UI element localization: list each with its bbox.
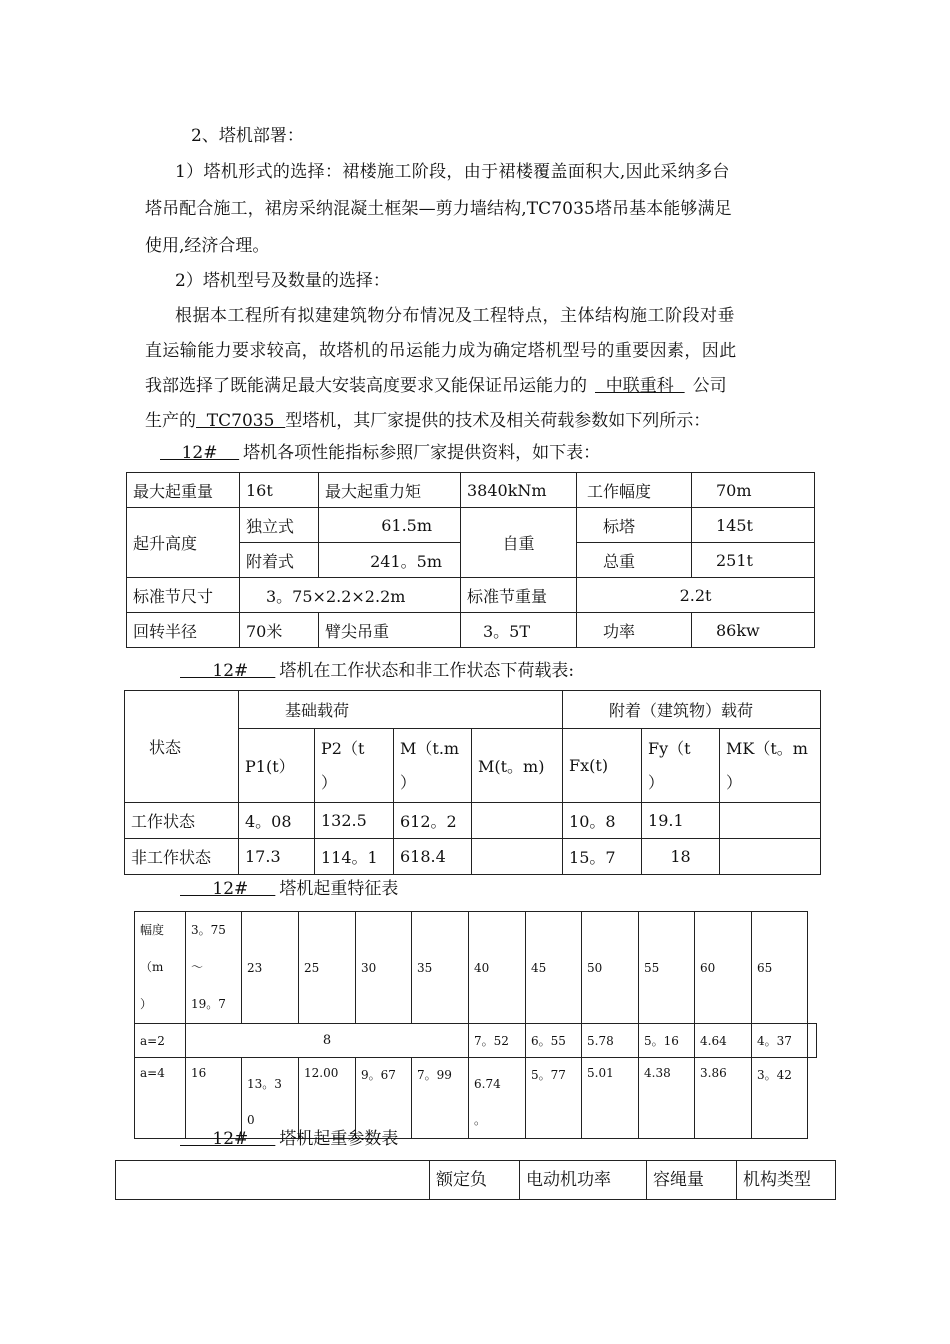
caption-spec-num: 12# [160,443,240,463]
col-p1: P1(t） [239,729,315,803]
col-fx: Fx(t) [563,729,642,803]
param-rope-capacity: 容绳量 [647,1161,737,1200]
range-35: 35 [412,912,469,1024]
range-30: 30 [356,912,412,1024]
row-p2: 114。1 [315,839,394,875]
row-mk [720,803,821,839]
row-fx: 15。7 [563,839,642,875]
para2-heading: 2）塔机型号及数量的选择： [175,271,390,291]
a4-v60: 3.86 [695,1058,752,1139]
tip-load-label: 臂尖吊重 [319,613,461,648]
power-label: 功率 [577,613,692,648]
table-row [125,803,821,839]
a4-v40: 6.74 。 [469,1058,526,1139]
a2-merged-value: 8 [186,1024,469,1058]
a4-v45: 5。77 [526,1058,582,1139]
caption-lift-char-num: 12# [180,879,276,899]
section-heading: 2、塔机部署： [191,126,304,146]
range-60: 60 [695,912,752,1024]
param-mechanism-type: 机构类型 [737,1161,836,1200]
para3-line4 [145,410,710,432]
a4-v50: 5.01 [582,1058,639,1139]
a4-first: 16 [186,1058,242,1139]
a2-v60: 4.64 [695,1024,752,1058]
a2-label: a=2 [135,1024,186,1058]
caption-spec-table [160,442,600,464]
col-m: M（t.m ） [394,729,472,803]
section-size-label: 标准节尺寸 [127,578,240,613]
caption-load-table [180,660,574,682]
foundation-load-header: 基础载荷 [239,691,563,729]
a4-v35: 7。99 [412,1058,469,1139]
para3-line3-pre: 我部选择了既能满足最大安装高度要求又能保证吊运能力的 [145,376,587,396]
load-table [124,690,821,875]
section-size-value: 3。75×2.2×2.2m [240,578,461,613]
work-radius-label: 工作幅度 [577,473,692,508]
caption-spec-text: 塔机各项性能指标参照厂家提供资料，如下表： [243,443,601,463]
a2-v65: 4。37 [752,1024,808,1058]
attached-value: 241。5m [319,543,461,578]
range-23: 23 [242,912,299,1024]
caption-lift-char-table [180,878,398,900]
max-moment-label: 最大起重力矩 [319,473,461,508]
a2-v40: 7。52 [469,1024,526,1058]
range-25: 25 [299,912,356,1024]
freestanding-value: 61.5m [319,508,461,543]
range-50: 50 [582,912,639,1024]
a2-v50: 5.78 [582,1024,639,1058]
table-edge [808,912,817,1024]
param-motor-power: 电动机功率 [520,1161,647,1200]
caption-param-table [180,1128,398,1150]
slew-radius-value: 70米 [240,613,319,648]
caption-lift-char-text: 塔机起重特征表 [279,879,399,899]
tip-load-value: 3。5T [461,613,577,648]
row-p1: 17.3 [239,839,315,875]
a4-v30: 9。67 [356,1058,412,1139]
range-first: 3。75 ～ 19。7 [186,912,242,1024]
row-m: 618.4 [394,839,472,875]
a4-v23: 13。3 0 [242,1058,299,1139]
row-m2 [472,839,563,875]
row-m2 [472,803,563,839]
row-state: 工作状态 [125,803,239,839]
col-m2: M(t。m) [472,729,563,803]
a2-v55: 5。16 [639,1024,695,1058]
max-load-value: 16t [240,473,319,508]
table-edge [808,1024,817,1058]
total-weight-value: 251t [692,543,815,578]
range-55: 55 [639,912,695,1024]
para3-line3 [145,375,727,397]
power-value: 86kw [692,613,815,648]
param-table [115,1160,836,1200]
caption-param-num: 12# [180,1129,276,1149]
state-header: 状态 [125,691,239,803]
a4-v65: 3。42 [752,1058,808,1139]
col-fy: Fy（t ） [642,729,720,803]
slew-radius-label: 回转半径 [127,613,240,648]
para3-line2: 直运输能力要求较高，故塔机的吊运能力成为确定塔机型号的重要因素，因此 [145,341,737,361]
range-45: 45 [526,912,582,1024]
range-40: 40 [469,912,526,1024]
spec-table [126,472,815,648]
range-65: 65 [752,912,808,1024]
caption-load-num: 12# [180,661,276,681]
caption-load-text: 塔机在工作状态和非工作状态下荷载表: [279,661,575,681]
table-row [135,1058,817,1139]
lift-char-table [134,911,817,1139]
std-tower-label: 标塔 [577,508,692,543]
para3-line1: 根据本工程所有拟建建筑物分布情况及工程特点，主体结构施工阶段对垂 [175,306,735,326]
col-mk: MK（t。m ） [720,729,821,803]
param-col1 [116,1161,430,1200]
row-fx: 10。8 [563,803,642,839]
model-name: TC7035 [196,411,286,431]
row-p1: 4。08 [239,803,315,839]
row-fy: 18 [642,839,720,875]
lift-height-label: 起升高度 [127,508,240,578]
row-p2: 132.5 [315,803,394,839]
a2-v45: 6。55 [526,1024,582,1058]
work-radius-value: 70m [692,473,815,508]
std-tower-value: 145t [692,508,815,543]
table-edge [808,1058,817,1139]
row-fy: 19.1 [642,803,720,839]
caption-param-text: 塔机起重参数表 [279,1129,399,1149]
row-mk [720,839,821,875]
self-weight-label: 自重 [461,508,577,578]
range-label: 幅度 （m ） [135,912,186,1024]
para3-line4-post: 型塔机，其厂家提供的技术及相关荷载参数如下列所示： [285,411,711,431]
table-row [135,1024,817,1058]
row-m: 612。2 [394,803,472,839]
para3-line3-post: 公司 [692,376,727,396]
attach-load-header: 附着（建筑物）载荷 [563,691,821,729]
para1-line3: 使用,经济合理。 [145,236,270,256]
para1-line1: 1）塔机形式的选择：裙楼施工阶段，由于裙楼覆盖面积大,因此采纳多台 [175,162,730,182]
manufacturer-name: 中联重科 [595,376,685,396]
section-weight-label: 标准节重量 [461,578,577,613]
para3-line4-pre: 生产的 [145,411,196,431]
max-moment-value: 3840kNm [461,473,577,508]
a4-label: a=4 [135,1058,186,1139]
a4-v55: 4.38 [639,1058,695,1139]
param-rated-load: 额定负 [430,1161,520,1200]
a4-v25: 12.00 [299,1058,356,1139]
table-row [125,839,821,875]
para1-line2: 塔吊配合施工，裙房采纳混凝土框架—剪力墙结构,TC7035塔吊基本能够满足 [145,199,732,219]
row-state: 非工作状态 [125,839,239,875]
max-load-label: 最大起重量 [127,473,240,508]
total-weight-label: 总重 [577,543,692,578]
attached-label: 附着式 [240,543,319,578]
section-weight-value: 2.2t [577,578,815,613]
col-p2: P2（t ） [315,729,394,803]
freestanding-label: 独立式 [240,508,319,543]
